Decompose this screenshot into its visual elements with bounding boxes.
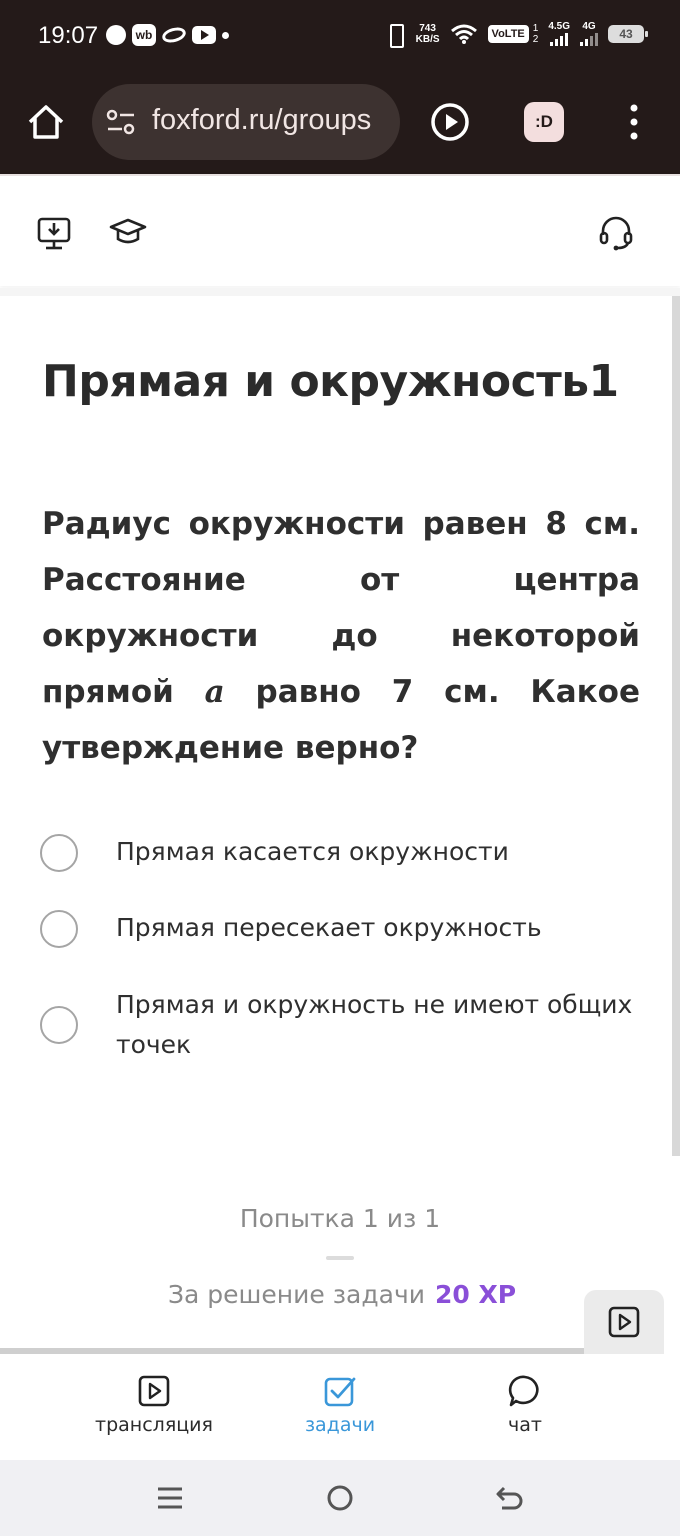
signal-bars-icon [580,32,598,46]
play-circle-icon[interactable] [428,100,472,144]
radio-button[interactable] [40,910,78,948]
volte-badge: VoLTE [488,25,529,43]
signal-sim2-label: 4G [582,21,596,32]
more-vert-icon[interactable] [622,102,646,142]
home-circle-icon[interactable] [324,1482,356,1514]
answer-label[interactable]: Прямая пересекает окружность [116,913,542,942]
reward-xp: 20 XP [434,1280,517,1309]
chat-notification-icon [106,25,126,45]
signal-sim1-label: 4.5G [548,21,570,32]
signal-sim1 [548,22,570,46]
ring-app-icon [161,25,188,45]
sim-indicator [533,23,539,45]
sim-bottom: 2 [532,34,539,45]
tab-label: чат [508,1414,542,1436]
radio-button[interactable] [40,1006,78,1044]
scrollbar[interactable] [672,296,680,1156]
play-square-icon [584,1290,664,1356]
download-materials-icon[interactable] [34,212,74,252]
task-card [0,296,680,1352]
home-icon[interactable] [24,100,68,144]
tab-broadcast[interactable] [64,1374,244,1454]
tab-tasks[interactable] [250,1374,430,1454]
extension-button[interactable]: :D [524,102,564,142]
tab-chat[interactable] [435,1374,615,1454]
answer-label[interactable]: Прямая касается окружности [116,837,509,866]
signal-bars-icon [550,32,568,46]
question-variable: a [204,674,225,710]
wifi-icon [450,23,478,45]
system-navigation-bar [0,1460,680,1536]
back-icon[interactable] [494,1482,526,1514]
status-bar [0,0,680,74]
browser-toolbar [0,74,680,174]
play-square-icon [137,1374,171,1408]
attempts-counter: Попытка 1 из 1 [239,1204,441,1233]
battery-icon: 43 [608,25,644,43]
reward-text: За решение задачи [168,1280,425,1309]
answer-label[interactable]: Прямая и окружность не имеют общих точек [116,990,633,1059]
app-header [0,174,680,286]
question-text-end: равно 7 см. Какое утверждение верно? [42,674,640,766]
network-speed-value: 743 [419,23,436,34]
wb-app-icon: wb [132,24,156,46]
video-toggle-button[interactable] [584,1290,664,1356]
radio-button[interactable] [40,834,78,872]
tab-label: трансляция [95,1414,213,1436]
checkbox-icon [323,1374,357,1408]
header-gap [0,288,680,296]
vibrate-icon [384,22,406,46]
chat-bubble-icon [508,1374,542,1408]
site-settings-icon[interactable] [106,108,136,136]
network-speed [416,23,440,45]
status-time: 19:07 [38,22,99,49]
question-text-start: Радиус окружности равен 8 см. Расстояние от центра окружности до некоторой прямой [42,506,640,710]
recent-apps-icon[interactable] [154,1482,186,1514]
reward-info [168,1280,516,1309]
task-question [42,496,640,776]
task-title: Прямая и окружность1 [42,356,619,407]
more-notifications-dot-icon [222,32,229,39]
youtube-icon [192,26,216,44]
notification-icons [106,24,229,46]
url-text[interactable]: foxford.ru/groups [152,104,372,136]
bottom-tab-bar [0,1354,680,1460]
system-indicators [384,22,644,46]
divider [326,1256,354,1260]
signal-sim2 [580,22,598,46]
tab-label: задачи [304,1414,376,1436]
sim-top: 1 [532,23,539,34]
network-speed-unit: KB/S [415,34,440,45]
address-bar[interactable] [92,84,400,160]
support-headset-icon[interactable] [596,212,636,252]
graduation-cap-icon[interactable] [108,212,148,252]
